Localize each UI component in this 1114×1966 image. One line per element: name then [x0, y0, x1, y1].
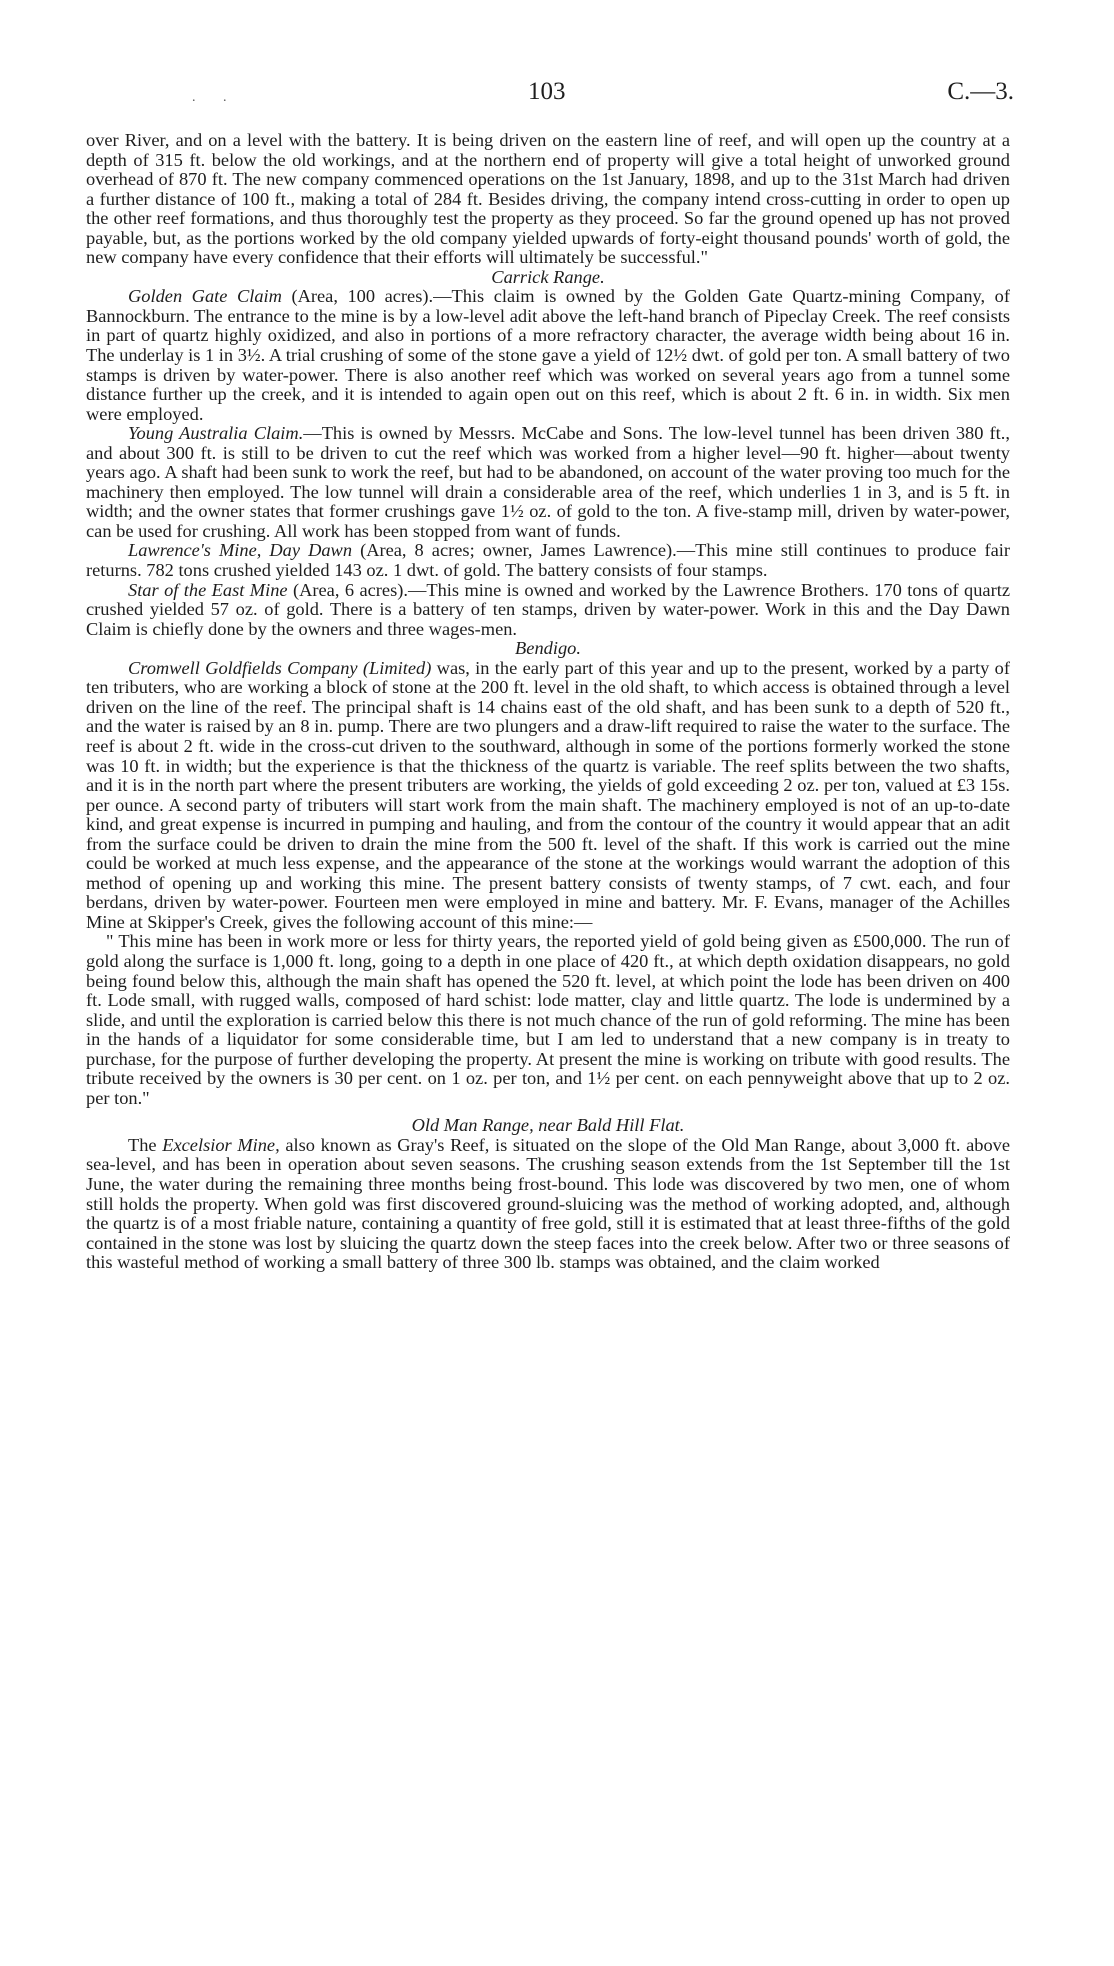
claim-title: Lawrence's Mine, Day Dawn	[128, 540, 353, 561]
claim-title: Golden Gate Claim	[128, 286, 282, 307]
section-heading-carrick-range: Carrick Range.	[491, 266, 605, 287]
claim-text: (Area, 6 acres).—This mine is owned and worked by the Lawrence Brothers. 170 tons of quartz crushed yielded 57 oz. of gold. There is a battery of ten stamps, driven by water-power. Work in this and the Day Dawn Claim is chiefly done by the owners and three wages-men.	[86, 579, 1010, 639]
claim-text: also known as Gray's Reef, is situated on the slope of the Old Man Range, about 3,000 ft. above sea-level, and has been in operation about seven seasons. The crushing season extends from the 1st September till the 1st June, the water during the remaining three months being frost-bound. This lode was discovered by two men, one of whom still holds the property. When gold was first discovered ground-sluicing was the method of working adopted, and, although the quartz is of a most friable nature, containing a quantity of free gold, still it is estimated that at least three-fifths of the gold contained in the stone was lost by sluicing the quartz down the steep faces into the creek below. After two or three seasons of this wasteful method of working a small battery of three 300 lb. stamps was obtained, and the claim worked	[86, 1134, 1010, 1273]
claim-text: —This is owned by Messrs. McCabe and Sons. The low-level tunnel has been driven 380 ft., and about 300 ft. is still to be driven to cut the reef which was worked from a higher level—90 ft. higher—about twenty years ago. A shaft had been sunk to work the reef, but had to be abandoned, on account of the water proving too much for the machinery then employed. The low tunnel will drain a considerable area of the reef, which underlies 1 in 3, and is 5 ft. in width; and the owner states that former crushings gave 1½ oz. of gold to the ton. A five-stamp mill, driven by water-power, can be used for crushing. All work has been stopped from want of funds.	[86, 423, 1010, 541]
paragraph-excelsior-mine	[86, 1136, 1010, 1273]
header-marks: . .	[192, 90, 239, 105]
section-heading-bendigo: Bendigo.	[515, 638, 581, 659]
claim-title: Star of the East Mine	[128, 579, 288, 600]
claim-title: Excelsior Mine,	[162, 1134, 280, 1155]
paragraph-star-of-the-east	[86, 581, 1010, 640]
paragraph-quoted-account: " This mine has been in work more or less for thirty years, the reported yield of gold being given as £500,000. The run of gold along the surface is 1,000 ft. long, going to a depth in one place of 420 ft., at which depth oxidation disappears, no gold being found below this, although the main shaft has opened the 520 ft. level, at which point the lode has been driven on 400 ft. Lode small, with rugged walls, composed of hard schist: lode matter, clay and little quartz. The lode is undermined by a slide, and until the exploration is carried below this there is not much chance of the run of gold reforming. The mine has been in the hands of a liquidator for some considerable time, but I am led to understand that a new company is in treaty to purchase, for the purpose of further developing the property. At present the mine is working on tribute with good results. The tribute received by the owners is 30 per cent. on 1 oz. per ton, and 1½ per cent. on each pennyweight above that up to 2 oz. per ton."	[86, 931, 1010, 1108]
claim-text: (Area, 100 acres).—This claim is owned by the Golden Gate Quartz-mining Company, of Bannockburn. The entrance to the mine is by a low-level adit above the left-hand branch of Pipeclay Creek. The reef consists in part of quartz highly oxidized, and also in portions of a more refractory character, the average width being about 16 in. The underlay is 1 in 3½. A trial crushing of some of the stone gave a yield of 12½ dwt. of gold per ton. A small battery of two stamps is driven by water-power. There is also another reef which was worked on several years ago from a tunnel some distance further up the creek, and it is intended to again open out on this reef, which is about 2 ft. 6 in. in width. Six men were employed.	[86, 286, 1010, 424]
section-heading-old-man-range: Old Man Range, near Bald Hill Flat.	[411, 1115, 685, 1136]
paragraph-continuation: over River, and on a level with the battery. It is being driven on the eastern line of reef, and will open up the country at a depth of 315 ft. below the old workings, and at the northern end of property will give a total height of unworked ground overhead of 870 ft. The new company commenced operations on the 1st January, 1898, and up to the 31st March had driven a further distance of 100 ft., making a total of 284 ft. Besides driving, the company intend cross-cutting in order to open up the other reef formations, and thus thoroughly test the property as they proceed. So far the ground opened up has not proved payable, but, as the portions worked by the old company yielded upwards of forty-eight thousand pounds' worth of gold, the new company have every confidence that their efforts will ultimately be successful."	[86, 130, 1010, 268]
document-body	[86, 131, 1010, 1273]
document-reference: C.—3.	[947, 78, 1014, 105]
paragraph-lead: The	[128, 1134, 163, 1155]
page-number: 103	[528, 78, 566, 105]
claim-title: Cromwell Goldfields Company (Limited)	[128, 657, 432, 678]
paragraph-golden-gate-claim	[86, 287, 1010, 424]
paragraph-cromwell-goldfields	[86, 659, 1010, 933]
paragraph-young-australia-claim	[86, 424, 1010, 541]
claim-text: (Area, 8 acres; owner, James Lawrence).—This mine still continues to produce fair returns. 782 tons crushed yielded 143 oz. 1 dwt. of gold. The battery consists of four stamps.	[86, 540, 1010, 581]
paragraph-lawrences-mine	[86, 541, 1010, 580]
claim-text: was, in the early part of this year and up to the present, worked by a party of ten tributers, who are working a block of stone at the 200 ft. level in the old shaft, to which access is obtained through a level driven on the line of the reef. The principal shaft is 14 chains east of the old shaft, and has been sunk to a depth of 520 ft., and the water is raised by an 8 in. pump. There are two plungers and a draw-lift required to raise the water to the surface. The reef is about 2 ft. wide in the cross-cut driven to the southward, although in some of the portions formerly worked the stone was 10 ft. in width; but the experience is that the thickness of the quartz is variable. The reef splits between the two shafts, and it is in the north part where the present tributers are working, the yields of gold exceeding 2 oz. per ton, valued at £3 15s. per ounce. A second party of tributers will start work from the main shaft. The machinery employed is not of an up-to-date kind, and great expense is incurred in pumping and hauling, and from the contour of the country it would appear that an adit from the surface could be driven to drain the mine from the 500 ft. level of the shaft. If this work is carried out the mine could be worked at much less expense, and the appearance of the stone at the workings would warrant the adoption of this method of opening up and working this mine. The present battery consists of twenty stamps, of 7 cwt. each, and four berdans, driven by water-power. Fourteen men were employed in mine and battery. Mr. F. Evans, manager of the Achilles Mine at Skipper's Creek, gives the following account of this mine:—	[86, 657, 1010, 932]
claim-title: Young Australia Claim.	[128, 423, 304, 444]
page-header	[0, 78, 1114, 108]
